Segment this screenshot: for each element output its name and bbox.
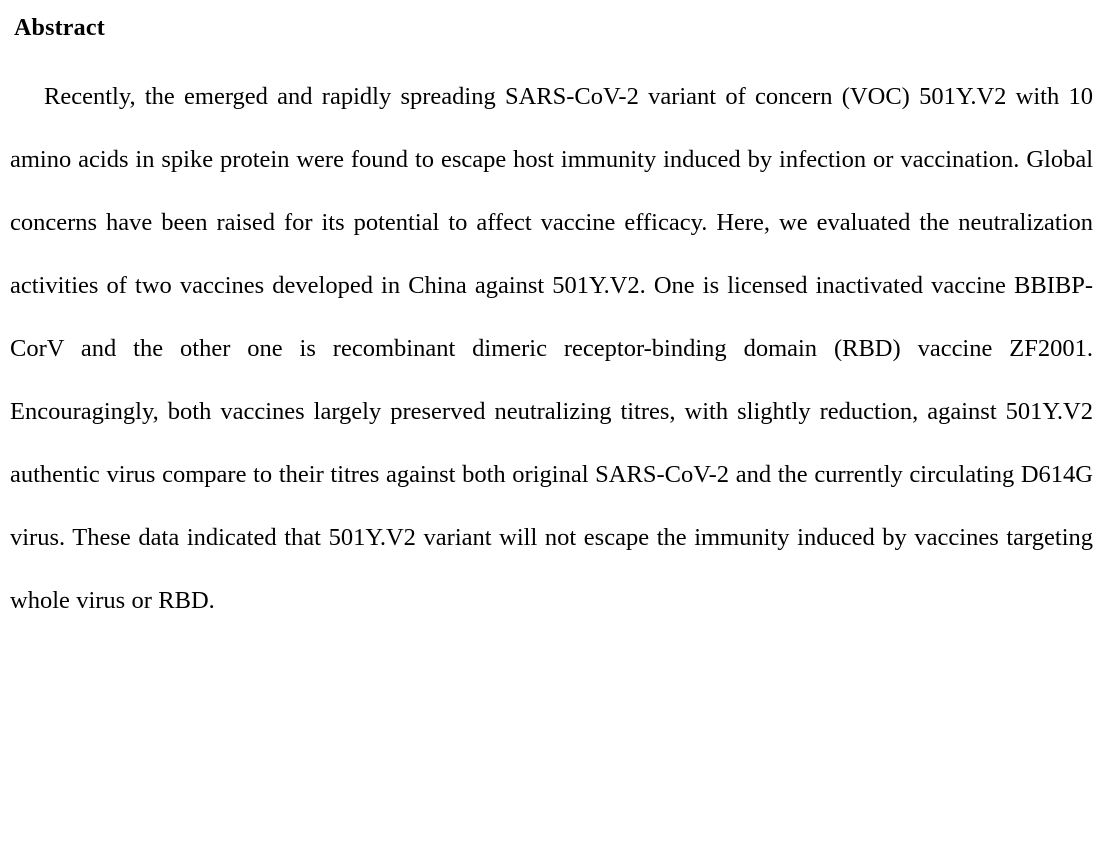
abstract-heading: Abstract [14,15,105,41]
abstract-paragraph: Recently, the emerged and rapidly spreading SARS-CoV-2 variant of concern (VOC) 501Y.V2 with 10 amino acids in spike protein were found to escape host immunity induced by infection or vaccination. Global concerns have been raised for its potential to affect vaccine efficacy. Here, we evaluated the neutralization activities of two vaccines developed in China against 501Y.V2. One is licensed inactivated vaccine BBIBP-CorV and the other one is recombinant dimeric receptor-binding domain (RBD) vaccine ZF2001. Encouragingly, both vaccines largely preserved neutralizing titres, with slightly reduction, against 501Y.V2 authentic virus compare to their titres against both original SARS-CoV-2 and the currently circulating D614G virus. These data indicated that 501Y.V2 variant will not escape the immunity induced by vaccines targeting whole virus or RBD. [10,82,1093,614]
